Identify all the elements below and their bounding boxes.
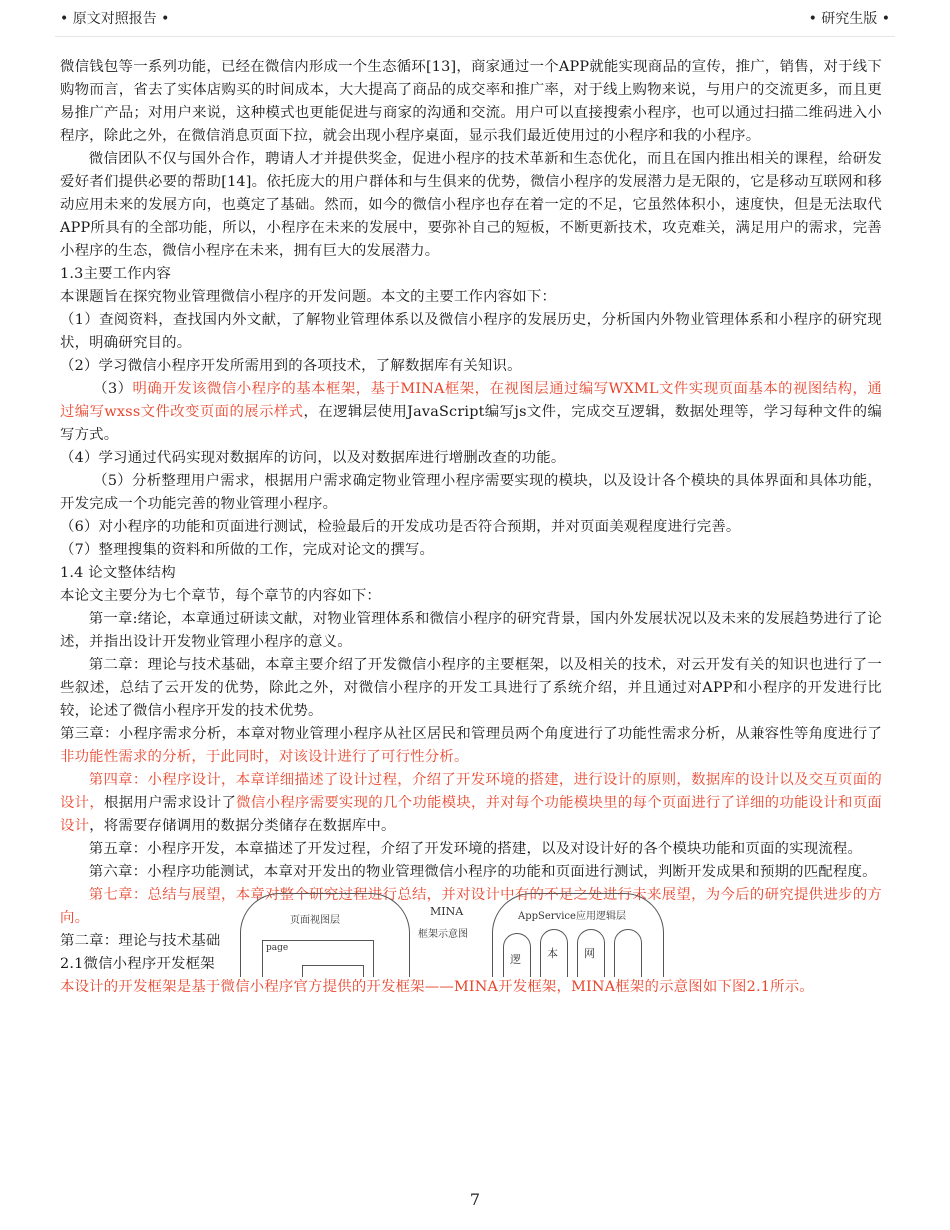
list-item: [60, 378, 882, 447]
chapter-summary: 第六章：小程序功能测试，本章对开发出的物业管理微信小程序的功能和页面进行测试，判断开发成果和预期的匹配程度。: [88, 864, 877, 880]
plain-text: 第三章：小程序需求分析，本章对物业管理小程序从社区居民和管理员两个角度进行了功能性需求分析，从兼容性等角度进行了: [60, 726, 882, 742]
chapter-heading: 第二章：理论与技术基础: [60, 933, 221, 949]
chapter-summary: [60, 723, 882, 769]
chapter-summary: 第二章：理论与技术基础，本章主要介绍了开发微信小程序的主要框架，以及相关的技术，对云开发有关的知识也进行了一些叙述，总结了云开发的优势，除此之外，对微信小程序的开发工具进行了系统介绍，并且通过对APP和小程序的开发进行比较，论述了微信小程序开发的技术优势。: [60, 657, 882, 719]
section-heading: 1.3主要工作内容: [60, 266, 172, 282]
extra-module-pill: [614, 929, 642, 977]
plain-text: 根据用户需求设计了: [104, 795, 237, 811]
highlighted-text: 非功能性需求的分析，于此同时，对该设计进行了可行性分析。: [60, 749, 469, 765]
paragraph: 微信钱包等一系列功能，已经在微信内形成一个生态循环[13]，商家通过一个APP就能实现商品的宣传，推广，销售，对于线下购物而言，省去了实体店购买的时间成本，大大提高了商品的成交率和推广率，对于线上购物来说，与用户的交流更多，而且更易推广产品；对用户来说，这种模式也更能促进与商家的沟通和交流。用户可以直接搜索小程序，也可以通过扫描二维码进入小程序，除此之外，在微信消息页面下拉，就会出现小程序桌面，显示我们最近使用过的小程序和我的小程序。: [60, 59, 882, 144]
chapter-summary: 第一章:绪论，本章通过研读文献，对物业管理体系和微信小程序的研究背景，国内外发展状况以及未来的发展趋势进行了论述，并指出设计开发物业管理小程序的意义。: [60, 611, 882, 650]
chapter-summary: 第七章：总结与展望，本章对整个研究过程进行总结，并对设计中有的不足之处进行未来展望，为今后的研究提供进步的方向。: [60, 887, 882, 926]
header-divider: [55, 36, 895, 37]
section-heading: 2.1微信小程序开发框架: [60, 956, 215, 972]
view-layer-title: 页面视图层: [290, 915, 340, 926]
chapter-summary: 第五章：小程序开发，本章描述了开发过程，介绍了开发环境的搭建，以及对设计好的各个模块功能和页面的实现流程。: [88, 841, 863, 857]
list-item: （5）分析整理用户需求，根据用户需求确定物业管理小程序需要实现的模块，以及设计各个模块的具体界面和具体功能，开发完成一个功能完善的物业管理小程序。: [60, 473, 882, 512]
local-module-label: 本: [547, 947, 558, 960]
highlighted-text: 明确开发该微信小程序的基本框架，基于MINA框架，在视图层通过编写WXML文件实现页面基本的视图结构，通过编写wxss文件改变页面的展示样式: [60, 381, 882, 420]
network-module-label: 网: [584, 947, 595, 960]
document-body: [60, 56, 882, 999]
chapter-summary: [60, 769, 882, 838]
page-inner-box: [302, 965, 364, 977]
list-item: （4）学习通过代码实现对数据库的访问，以及对数据库进行增删改查的功能。: [60, 450, 566, 466]
logic-module-label: 逻: [510, 953, 521, 966]
plain-text: ，在逻辑层使用JavaScript编写js文件，完成交互逻辑，数据处理等，学习每种文件的编写方式。: [60, 404, 882, 443]
highlighted-text: 第四章：小程序设计，本章详细描述了设计过程，介绍了开发环境的搭建，进行设计的原则，数据库的设计以及交互页面的设计，: [60, 772, 882, 811]
highlighted-text: 微信小程序需要实现的几个功能模块，并对每个功能模块里的每个页面进行了详细的功能设计和页面设计: [60, 795, 882, 834]
mina-framework-figure: [240, 885, 680, 977]
list-item: （6）对小程序的功能和页面进行测试，检验最后的开发成功是否符合预期，并对页面美观程度进行完善。: [60, 519, 741, 535]
paragraph: 本论文主要分为七个章节，每个章节的内容如下：: [60, 588, 381, 604]
paragraph: 微信团队不仅与国外合作，聘请人才并提供奖金，促进小程序的技术革新和生态优化，而且在国内推出相关的课程，给研发爱好者们提供必要的帮助[14]。依托庞大的用户群体和与生俱来的优势，微信小程序的发展潜力是无限的，它是移动互联网和移动应用未来的发展方向，也奠定了基础。然而，如今的微信小程序也存在着一定的不足，它虽然体积小，速度快，但是无法取代APP所具有的全部功能，所以，小程序在未来的发展中，要弥补自己的短板，不断更新技术，攻克难关，满足用户的需求，完善小程序的生态，微信小程序在未来，拥有巨大的发展潜力。: [60, 151, 882, 259]
list-item: （2）学习微信小程序开发所需用到的各项技术，了解数据库有关知识。: [60, 358, 522, 374]
page-label: page: [266, 943, 289, 953]
paragraph: 本设计的开发框架是基于微信小程序官方提供的开发框架——MINA开发框架，MINA框架的示意图如下图2.1所示。: [60, 979, 814, 995]
list-item: （1）查阅资料，查找国内外文献，了解物业管理体系以及微信小程序的发展历史，分析国内外物业管理体系和小程序的研究现状，明确研究目的。: [60, 312, 882, 351]
logic-layer-title: AppService应用逻辑层: [518, 911, 626, 922]
plain-text: ，将需要存储调用的数据分类储存在数据库中。: [89, 818, 396, 834]
list-item: （7）整理搜集的资料和所做的工作，完成对论文的撰写。: [60, 542, 435, 558]
header-left: • 原文对照报告 •: [60, 11, 170, 27]
page-number: 7: [469, 1190, 481, 1209]
list-number: （3）: [93, 381, 133, 397]
framework-diagram-label: 框架示意图: [418, 929, 468, 940]
section-heading: 1.4 论文整体结构: [60, 565, 176, 581]
header-right: • 研究生版 •: [808, 11, 890, 27]
mina-label: MINA: [430, 905, 464, 918]
paragraph: 本课题旨在探究物业管理微信小程序的开发问题。本文的主要工作内容如下：: [60, 289, 557, 305]
